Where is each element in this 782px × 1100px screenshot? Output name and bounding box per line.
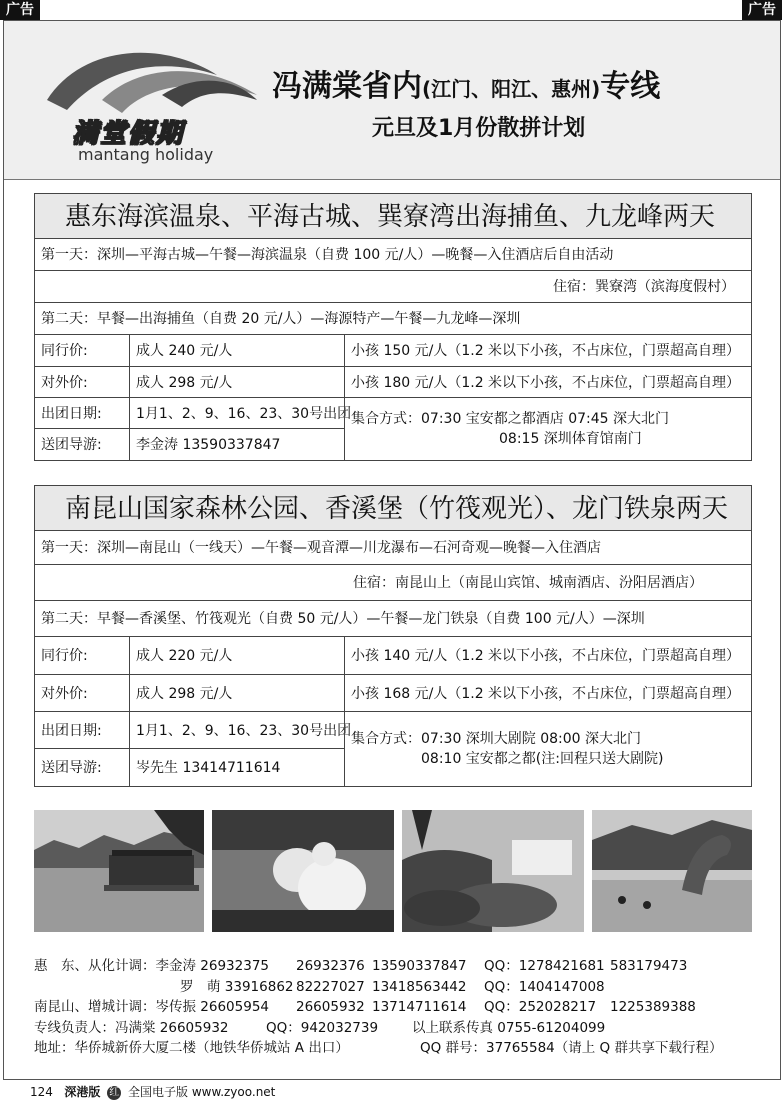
photo-dragon-pool (592, 810, 752, 932)
contact-line-1: 惠 东、从化计调：李金涛 26932375 26932376 13590337847 QQ：1278421681 583179473 (34, 958, 688, 974)
tour2-guide: 岑先生 13414711614 (129, 748, 345, 787)
tour1-guide: 李金涛 13590337847 (129, 428, 345, 461)
tour2-day2: 第二天：早餐—香溪堡、竹筏观光（自费 50 元/人）—午餐—龙门铁泉（自费 100 元/人）—深圳 (34, 601, 752, 637)
logo-chinese-text: 满堂假期 (72, 119, 185, 149)
page-number: 124 (30, 1085, 53, 1099)
edition-badge-icon: 红 (109, 1086, 120, 1098)
tour2-meet-line1: 集合方式：07:30 深圳大剧院 08:00 深大北门 (351, 731, 642, 747)
page-title (272, 61, 660, 105)
tour1-public-child: 小孩 180 元/人（1.2 米以下小孩，不占床位，门票超高自理） (344, 366, 752, 398)
contact-line-3: 南昆山、增城计调：岑传振 26605954 26605932 13714711614 QQ：252028217 1225389388 (34, 999, 696, 1015)
tour1-public-label: 对外价: (34, 366, 130, 398)
tour1-guide-label: 送团导游: (34, 428, 130, 461)
tour2-lodging: 住宿：南昆山上（南昆山宾馆、城南酒店、汾阳居酒店） (34, 565, 752, 601)
contact-line-5: 地址：华侨城新侨大厦二楼（地铁华侨城站 A 出口） QQ 群号：37765584（请上 Q 群共享下载行程） (34, 1040, 723, 1056)
ad-label-left: 广告 (0, 0, 40, 20)
tour2-dates: 1月1、2、9、16、23、30号出团 (129, 711, 345, 749)
tour2-day1: 第一天：深圳—南昆山（一线天）—午餐—观音潭—川龙瀑布—石河奇观—晚餐—入住酒店 (34, 531, 752, 565)
tour2-date-label: 出团日期: (34, 711, 130, 749)
tour1-price-table (34, 335, 752, 461)
edition-label: 深港版 (64, 1085, 101, 1099)
tour1-peer-adult: 成人 240 元/人 (129, 335, 345, 367)
page-footer (30, 1083, 275, 1100)
tour1-meeting (344, 397, 752, 461)
ad-frame (3, 20, 781, 1080)
tour1-dates: 1月1、2、9、16、23、30号出团 (129, 397, 345, 429)
page-subtitle: 元旦及1月份散拼计划 (372, 116, 586, 141)
tour1-public-adult: 成人 298 元/人 (129, 366, 345, 398)
photo-gourd-sculpture (212, 810, 394, 932)
tour2-peer-child: 小孩 140 元/人（1.2 米以下小孩，不占床位，门票超高自理） (344, 637, 752, 675)
tour2-public-adult: 成人 298 元/人 (129, 674, 345, 712)
tour2-public-child: 小孩 168 元/人（1.2 米以下小孩，不占床位，门票超高自理） (344, 674, 752, 712)
logo-english-text: mantang holiday (78, 145, 214, 164)
title-paren: (江门、阳江、惠州) (422, 77, 601, 101)
tour1-date-label: 出团日期: (34, 397, 130, 429)
tour2-price-table (34, 637, 752, 787)
contact-info (34, 956, 764, 1059)
contact-line-4: 专线负责人：冯满棠 26605932 QQ：942032739 以上联系传真 0755-61204099 (34, 1019, 606, 1036)
tour2-peer-adult: 成人 220 元/人 (129, 637, 345, 675)
tour1-title: 惠东海滨温泉、平海古城、巽寮湾出海捕鱼、九龙峰两天 (34, 193, 752, 239)
site-link[interactable]: 全国电子版 www.zyoo.net (128, 1085, 276, 1099)
title-end: 专线 (600, 69, 661, 104)
tour1-meet-line1: 集合方式：07:30 宝安都之都酒店 07:45 深大北门 (351, 411, 670, 427)
tour2-meet-line2: 08:10 宝安都之都(注:回程只送大剧院) (421, 751, 664, 767)
tour2-peer-label: 同行价: (34, 637, 130, 675)
photo-lake-boat (34, 810, 204, 932)
tour1-lodging: 住宿：巽寮湾（滨海度假村） (34, 271, 752, 303)
contact-line-2: 罗 萌 33916862 82227027 13418563442 QQ：1404147008 (180, 978, 605, 995)
tour1-peer-child: 小孩 150 元/人（1.2 米以下小孩，不占床位，门票超高自理） (344, 335, 752, 367)
tour1-meet-line2: 08:15 深圳体育馆南门 (499, 431, 642, 447)
tour1-day2: 第二天：早餐—出海捕鱼（自费 20 元/人）—海源特产—午餐—九龙峰—深圳 (34, 303, 752, 335)
tour2-title: 南昆山国家森林公园、香溪堡（竹筏观光）、龙门铁泉两天 (34, 485, 752, 531)
photo-turtle-garden (402, 810, 584, 932)
ad-label-right: 广告 (742, 0, 782, 20)
header (4, 21, 780, 180)
tour2-public-label: 对外价: (34, 674, 130, 712)
tour2-meeting (344, 711, 752, 787)
tour2-guide-label: 送团导游: (34, 748, 130, 787)
tour1-day1: 第一天：深圳—平海古城—午餐—海滨温泉（自费 100 元/人）—晚餐—入住酒店后自由活动 (34, 239, 752, 271)
tour1-peer-label: 同行价: (34, 335, 130, 367)
logo-arc-icon (42, 45, 262, 115)
title-main: 冯满棠省内 (272, 69, 422, 104)
